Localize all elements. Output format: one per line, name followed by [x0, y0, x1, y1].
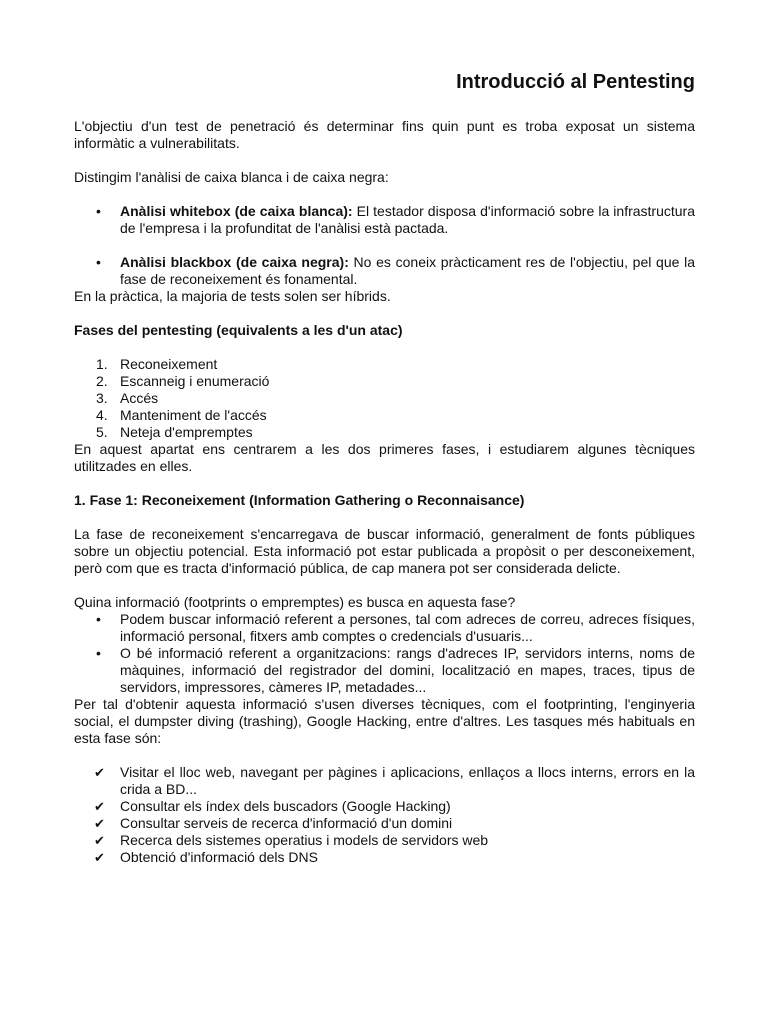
item-text: O bé informació referent a organitzacions: rangs d'adreces IP, servidors interns, noms de màquines, informació del registrador del domini, localització en mapes, traces, tipus de servidors, impressores, càmeres IP, metadades...	[120, 645, 695, 695]
item-text: Neteja d'empremptes	[120, 424, 253, 440]
list-item	[74, 424, 695, 441]
item-label: Anàlisi blackbox (de caixa negra):	[120, 254, 349, 270]
item-label: Anàlisi whitebox (de caixa blanca):	[120, 203, 353, 219]
tasks-list	[74, 764, 695, 866]
item-text: Reconeixement	[120, 356, 218, 372]
section-heading: 1. Fase 1: Reconeixement (Information Gathering o Reconnaisance)	[74, 492, 525, 508]
page-title: Introducció al Pentesting	[456, 71, 695, 93]
list-item	[74, 832, 695, 849]
item-text: Recerca dels sistemes operatius i models de servidors web	[120, 832, 489, 848]
item-text: Escanneig i enumeració	[120, 373, 270, 389]
list-item	[74, 764, 695, 798]
list-item	[74, 645, 695, 696]
techniques-paragraph: Per tal d'obtenir aquesta informació s'usen diverses tècniques, com el footprinting, l'enginyeria social, el dumpster diving (trashing), Google Hacking, entre d'altres. Les tasques més habituals en esta fase són:	[74, 696, 695, 746]
item-text: No es coneix pràcticament res de l'objectiu, pel que la fase de reconeixement és fonamental.	[120, 254, 695, 287]
phases-list	[74, 356, 695, 441]
item-text: El testador disposa d'informació sobre la infrastructura de l'empresa i la profunditat de l'anàlisi està pactada.	[120, 203, 695, 236]
item-text: Consultar els índex dels buscadors (Google Hacking)	[120, 798, 451, 814]
recon-paragraph: La fase de reconeixement s'encarregava de buscar informació, generalment de fonts públiques sobre un objectiu potencial. Esta informació pot estar publicada a propòsit o per desconeixement, però com que es tracta d'informació pública, de cap manera pot ser considerada delicte.	[74, 526, 695, 576]
check-icon: ✔	[94, 850, 105, 865]
check-icon: ✔	[94, 816, 105, 831]
list-item	[74, 849, 695, 866]
practice-paragraph: En la pràctica, la majoria de tests solen ser híbrids.	[74, 288, 391, 304]
item-number: 4.	[96, 407, 108, 423]
list-item	[74, 203, 695, 237]
question-paragraph: Quina informació (footprints o empremptes) es busca en aquesta fase?	[74, 594, 516, 610]
check-icon: ✔	[94, 799, 105, 814]
item-text: Podem buscar informació referent a persones, tal com adreces de correu, adreces físiques, informació personal, fitxers amb comptes o credencials d'usuaris...	[120, 611, 695, 644]
list-item	[74, 254, 695, 288]
item-number: 5.	[96, 424, 108, 440]
list-item	[74, 356, 695, 373]
item-text: Manteniment de l'accés	[120, 407, 267, 423]
item-text: Consultar serveis de recerca d'informació d'un domini	[120, 815, 453, 831]
bullet-icon: •	[96, 611, 101, 627]
focus-paragraph: En aquest apartat ens centrarem a les dos primeres fases, i estudiarem algunes tècniques utilitzades en elles.	[74, 441, 695, 474]
list-item	[74, 407, 695, 424]
list-item	[74, 611, 695, 645]
item-number: 3.	[96, 390, 108, 406]
bullet-icon: •	[96, 203, 101, 219]
item-text: Obtenció d'informació dels DNS	[120, 849, 318, 865]
list-item	[74, 798, 695, 815]
distinguish-paragraph: Distingim l'anàlisi de caixa blanca i de caixa negra:	[74, 169, 389, 185]
item-number: 2.	[96, 373, 108, 389]
bullet-icon: •	[96, 254, 101, 270]
list-item	[74, 815, 695, 832]
item-text: Visitar el lloc web, navegant per pàgines i aplicacions, enllaços a llocs interns, errors en la crida a BD...	[120, 764, 695, 797]
item-number: 1.	[96, 356, 108, 372]
list-item	[74, 390, 695, 407]
box-types-list	[74, 203, 695, 288]
bullet-icon: •	[96, 645, 101, 661]
intro-paragraph: L'objectiu d'un test de penetració és determinar fins quin punt es troba exposat un sistema informàtic a vulnerabilitats.	[74, 118, 695, 151]
check-icon: ✔	[94, 833, 105, 848]
check-icon: ✔	[94, 765, 105, 780]
info-list	[74, 611, 695, 696]
phases-heading: Fases del pentesting (equivalents a les d'un atac)	[74, 322, 403, 338]
list-item	[74, 373, 695, 390]
item-text: Accés	[120, 390, 159, 406]
